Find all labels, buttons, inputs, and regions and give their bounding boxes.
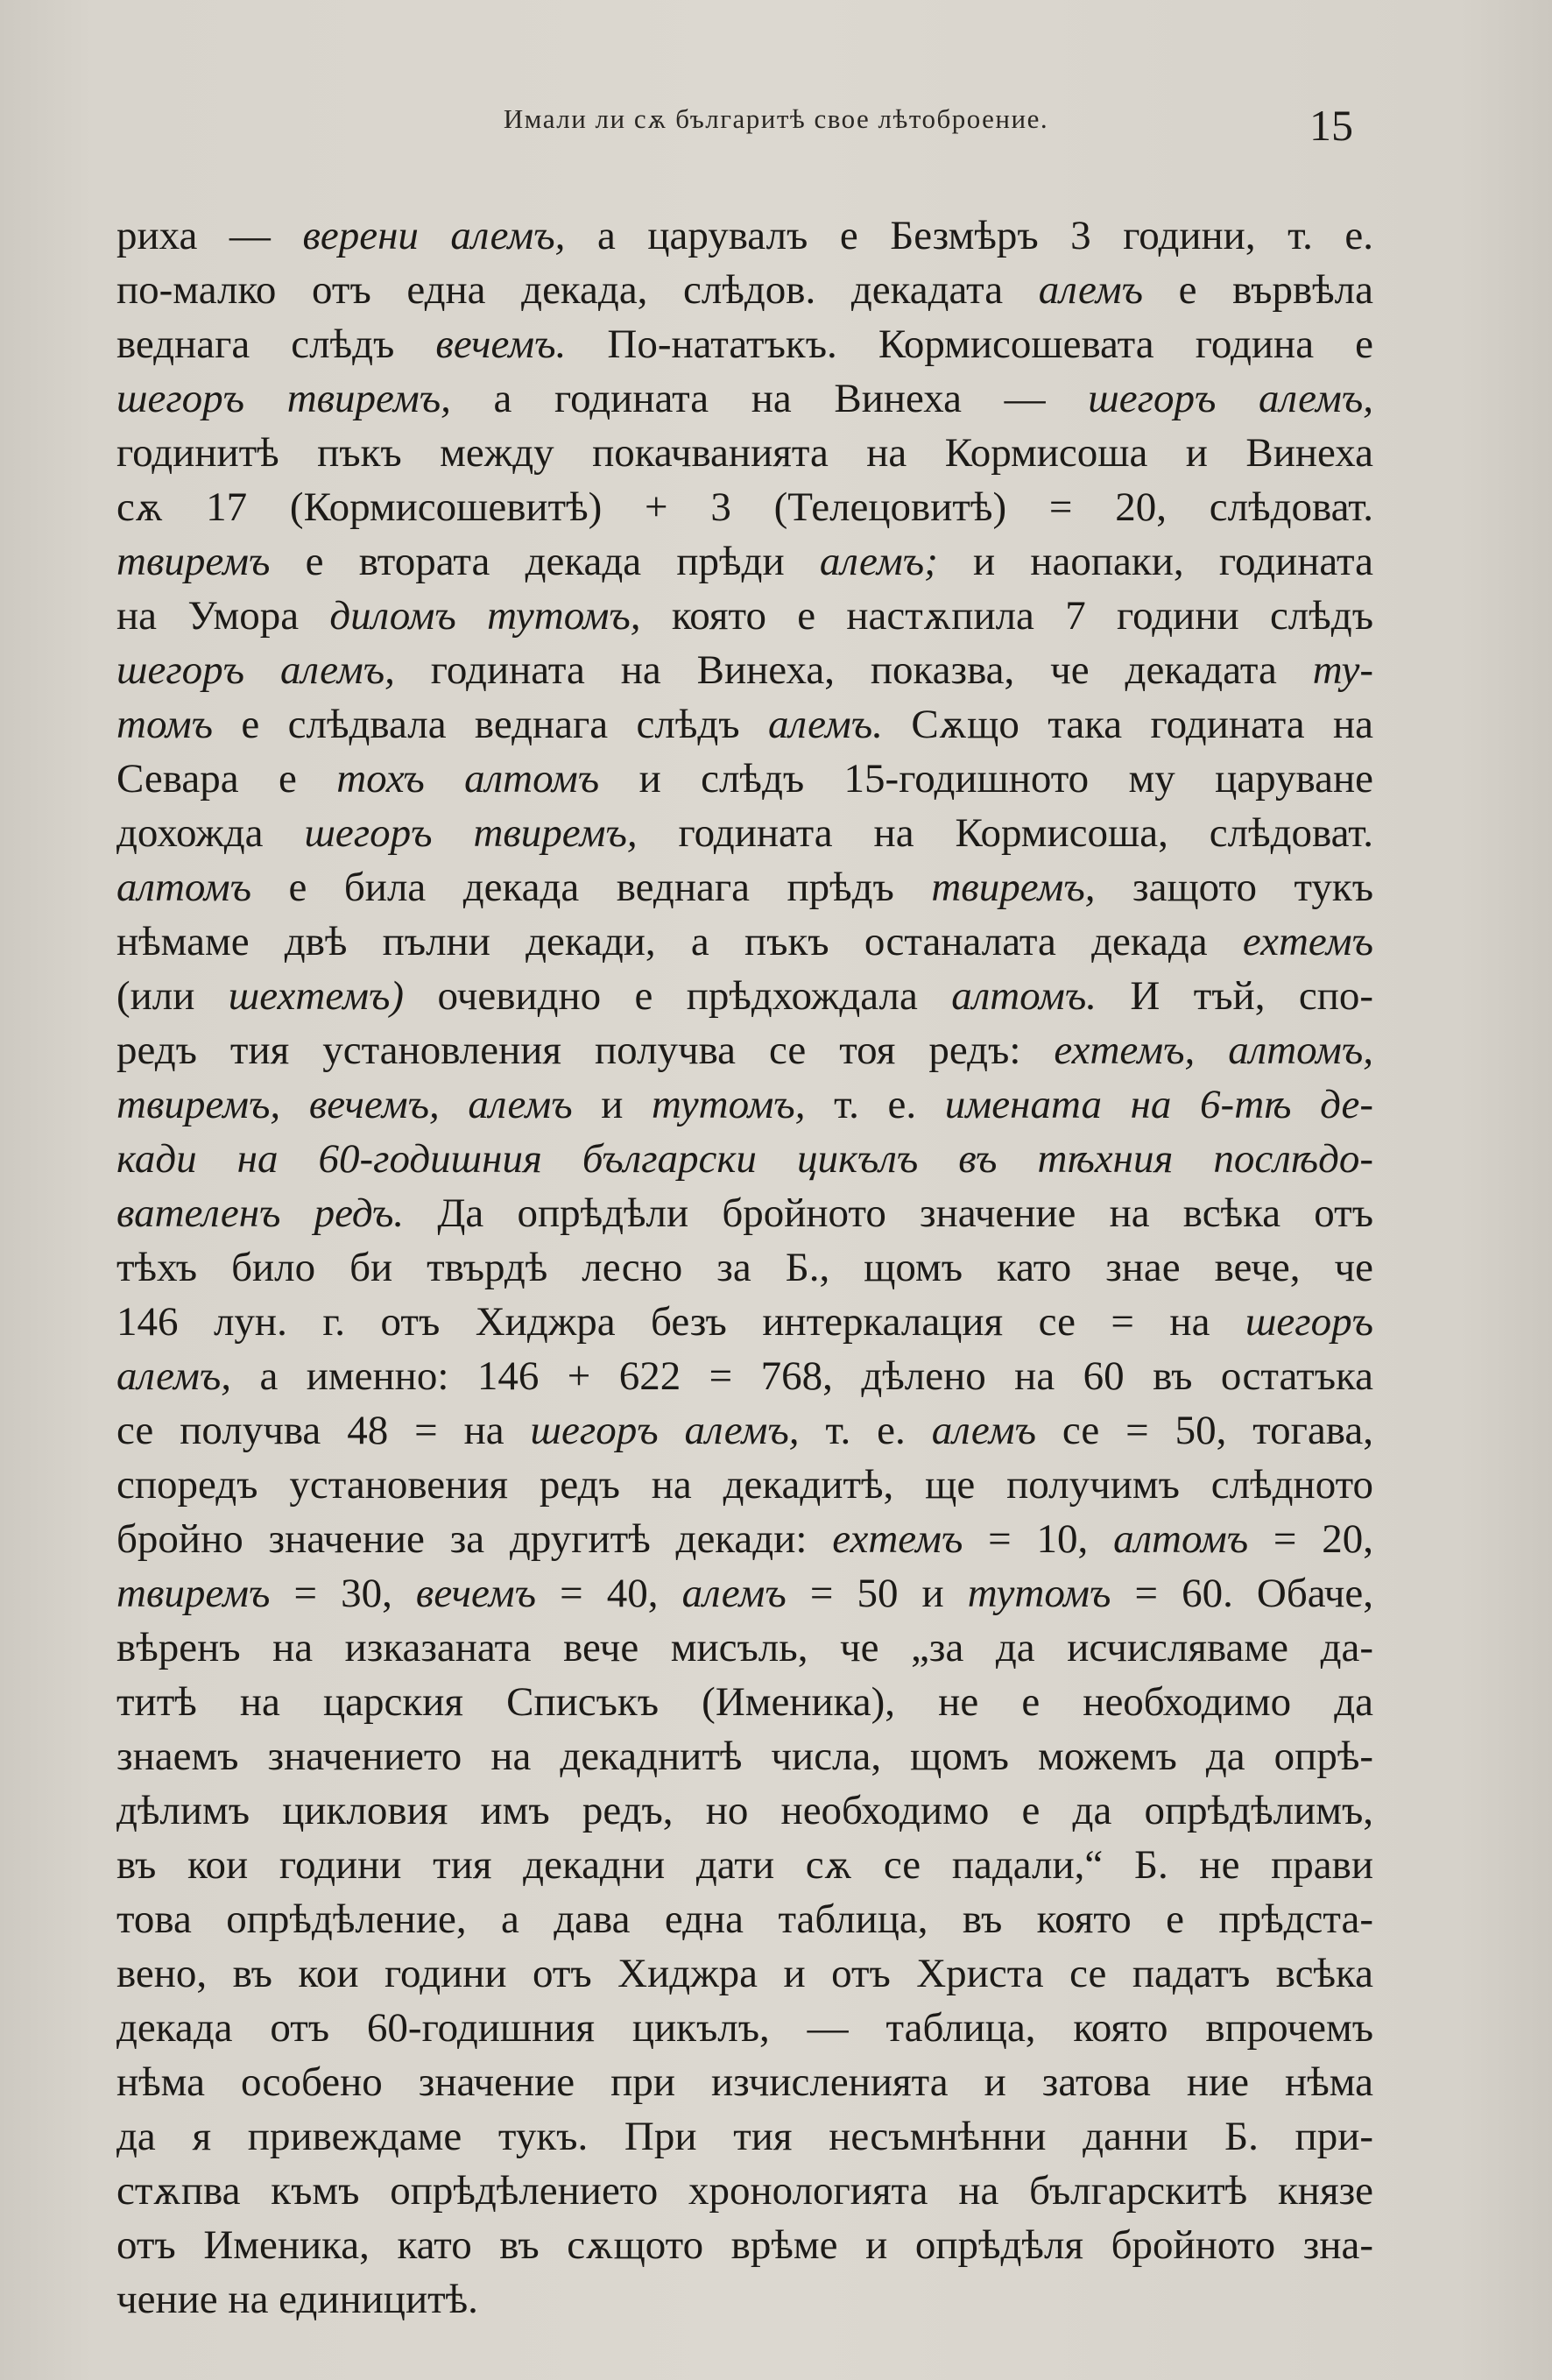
text-line: вѣренъ на изказаната вече мисъль, че „за да исчисляваме да-	[116, 1625, 1373, 1670]
text-line: да я привеждаме тукъ. При тия несъмнѣнни данни Б. при-	[116, 2114, 1373, 2159]
text-line: въ кои години тия декадни дати сѫ се падали,“ Б. не прави	[116, 1842, 1373, 1888]
text-line: (или шехтемъ) очевидно е прѣдхождала алтомъ. И тъй, спо-	[116, 973, 1373, 1019]
text-line: декада отъ 60-годишния цикълъ, — таблица, която впрочемъ	[116, 2005, 1373, 2051]
text-line: веднага слѣдъ вечемъ. По-нататъкъ. Кормисошевата година е	[116, 321, 1373, 367]
body-text	[116, 208, 1373, 2327]
text-line: шегоръ твиремъ, а годината на Винеха — шегоръ алемъ,	[116, 376, 1373, 421]
text-line: дохожда шегоръ твиремъ, годината на Кормисоша, слѣдоват.	[116, 810, 1373, 856]
text-line: вателенъ редъ. Да опрѣдѣли бройното значение на всѣка отъ	[116, 1190, 1373, 1236]
text-line: нѣма особено значение при изчисленията и затова ние нѣма	[116, 2059, 1373, 2105]
text-line: алтомъ е била декада веднага прѣдъ твиремъ, защото тукъ	[116, 865, 1373, 910]
text-line: титѣ на царския Списъкъ (Именика), не е необходимо да	[116, 1679, 1373, 1725]
text-line: тѣхъ било би твърдѣ лесно за Б., щомъ като знае вече, че	[116, 1245, 1373, 1290]
text-line: 146 лун. г. отъ Хиджра безъ интеркалация се = на шегоръ	[116, 1299, 1373, 1345]
text-line: на Умора диломъ тутомъ, която е настѫпила 7 години слѣдъ	[116, 593, 1373, 639]
text-line: по-малко отъ една декада, слѣдов. декадата алемъ е вървѣла	[116, 267, 1373, 313]
text-line: томъ е слѣдвала веднага слѣдъ алемъ. Сѫщо така годината на	[116, 702, 1374, 747]
page-number: 15	[1309, 101, 1353, 150]
text-line: шегоръ алемъ, годината на Винеха, показва, че декадата ту-	[116, 647, 1373, 693]
text-line: твиремъ е втората декада прѣди алемъ; и наопаки, годината	[116, 539, 1373, 584]
text-line: риха — верени алемъ, а царувалъ е Безмѣръ 3 години, т. е.	[116, 213, 1373, 258]
text-line: кади на 60-годишния български цикълъ въ тѣхния послѣдо-	[116, 1136, 1373, 1182]
text-line: бройно значение за другитѣ декади: ехтемъ = 10, алтомъ = 20,	[116, 1516, 1373, 1562]
text-line: споредъ установения редъ на декадитѣ, ще получимъ слѣдното	[116, 1462, 1373, 1508]
text-line: вено, въ кои години отъ Хиджра и отъ Христа се падатъ всѣка	[116, 1951, 1373, 1996]
text-line: алемъ, а именно: 146 + 622 = 768, дѣлено на 60 въ остатъка	[116, 1353, 1373, 1399]
running-header-title: Имали ли сѫ българитѣ свое лѣтоброение.	[503, 103, 1049, 134]
text-line: Севара е тохъ алтомъ и слѣдъ 15-годишното му царуване	[116, 756, 1373, 802]
text-line: стѫпва къмъ опрѣдѣлението хронологията на българскитѣ князе	[116, 2168, 1373, 2214]
text-line: твиремъ, вечемъ, алемъ и тутомъ, т. е. имената на 6-тѣ де-	[116, 1082, 1373, 1127]
text-line: се получва 48 = на шегоръ алемъ, т. е. алемъ се = 50, тогава,	[116, 1408, 1373, 1453]
text-line: твиремъ = 30, вечемъ = 40, алемъ = 50 и тутомъ = 60. Обаче,	[116, 1571, 1374, 1616]
text-line: нѣмаме двѣ пълни декади, а пъкъ останалата декада ехтемъ	[116, 919, 1373, 964]
text-line: знаемъ значението на декаднитѣ числа, щомъ можемъ да опрѣ-	[116, 1734, 1373, 1779]
text-line: това опрѣдѣление, а дава една таблица, въ която е прѣдста-	[116, 1896, 1373, 1942]
text-line: редъ тия установления получва се тоя редъ: ехтемъ, алтомъ,	[116, 1028, 1373, 1073]
text-line: годинитѣ пъкъ между покачванията на Кормисоша и Винеха	[116, 430, 1373, 476]
text-line: чение на единицитѣ.	[116, 2277, 478, 2322]
text-line: отъ Именика, като въ сѫщото врѣме и опрѣдѣля бройното зна-	[116, 2222, 1373, 2268]
text-line: сѫ 17 (Кормисошевитѣ) + 3 (Телецовитѣ) = 20, слѣдоват.	[116, 484, 1373, 530]
text-line: дѣлимъ цикловия имъ редъ, но необходимо е да опрѣдѣлимъ,	[116, 1788, 1373, 1833]
